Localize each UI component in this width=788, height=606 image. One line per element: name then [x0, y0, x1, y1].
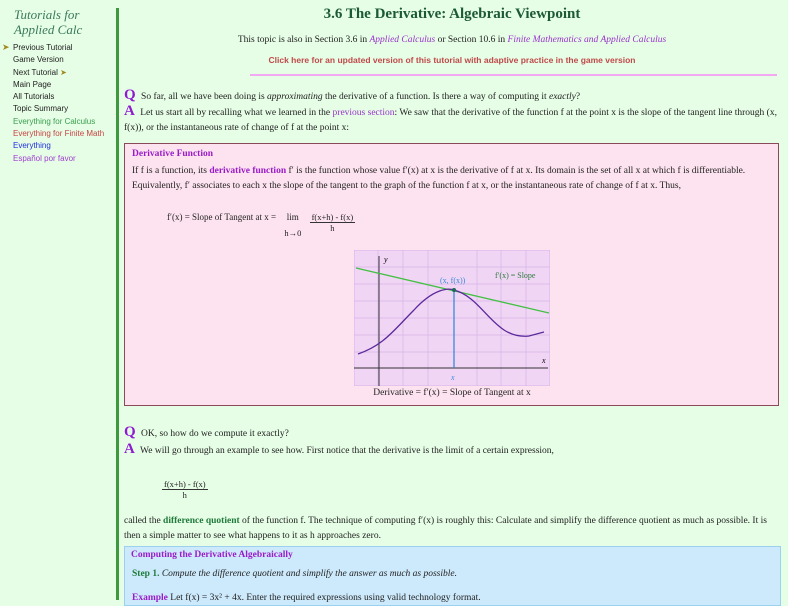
- sidebar-item-label: Español por favor: [13, 153, 76, 163]
- section-info-text: or Section 10.6 in: [435, 35, 508, 45]
- text: If f is a function, its: [132, 166, 210, 176]
- answer-1: [124, 104, 779, 136]
- text: exactly: [549, 92, 576, 102]
- updated-version-link[interactable]: Click here for an updated version of this tutorial with adaptive practice in the game version: [268, 55, 636, 65]
- denominator: h: [330, 223, 335, 233]
- sidebar-item-label: Main Page: [13, 79, 52, 89]
- sidebar-title-line2: Applied Calc: [14, 22, 83, 37]
- box-heading: Derivative Function: [132, 149, 214, 159]
- sidebar-title: [14, 7, 82, 37]
- text: OK, so how do we compute it exactly?: [138, 429, 289, 439]
- computing-derivative-box: [124, 546, 781, 606]
- lim: lim: [286, 212, 299, 222]
- sidebar-item-everything[interactable]: [13, 140, 104, 152]
- sidebar-item-label: Everything: [13, 141, 51, 151]
- text: So far, all we have been doing is: [138, 92, 268, 102]
- sidebar-item-game-version[interactable]: [13, 54, 104, 66]
- step-label: Step 1.: [132, 569, 160, 579]
- text: ?: [575, 92, 581, 102]
- section-info-text: This topic is also in Section 3.6 in: [237, 35, 370, 45]
- difference-quotient-term: difference quotient: [163, 516, 240, 526]
- q-marker: Q: [124, 87, 136, 103]
- sidebar-item-everything-for-finite-math[interactable]: [13, 128, 104, 140]
- sidebar-item-main-page[interactable]: [13, 79, 104, 91]
- derivative-function-box: [124, 143, 779, 406]
- sidebar-item-label: Everything for Finite Math: [13, 129, 105, 139]
- sidebar-item-label: All Tutorials: [13, 92, 55, 102]
- sidebar-item-label: Game Version: [13, 55, 64, 65]
- tangent-graph: [354, 250, 550, 386]
- sidebar-item-next-tutorial[interactable]: [13, 67, 104, 79]
- text: the derivative of a function. Is there a way of computing it: [322, 92, 549, 102]
- difference-quotient-paragraph: [124, 514, 782, 544]
- applied-calculus-link[interactable]: Applied Calculus: [369, 35, 436, 45]
- definition-text: [132, 164, 772, 194]
- arrow-left-icon: ➤: [2, 42, 10, 52]
- step-text: Compute the difference quotient and simplify the answer as much as possible.: [159, 569, 457, 579]
- question-2: [124, 425, 779, 442]
- tangent-label: f′(x) = Slope: [495, 271, 536, 280]
- text: : We saw that the derivative of the function f at the point x is the slope of the tangent line through (x, f(x)), or the instantaneous rate of change of f at the point x:: [124, 108, 777, 133]
- example-text: Let f(x) = 3x² + 4x. Enter the required expressions using valid technology format.: [167, 593, 481, 603]
- tangent-point: [452, 288, 456, 292]
- a-marker: A: [124, 103, 135, 119]
- box-heading: Computing the Derivative Algebraically: [131, 550, 293, 560]
- text: approximating: [267, 92, 323, 102]
- question-1: [124, 88, 779, 105]
- denominator: h: [182, 490, 187, 500]
- sidebar-item-label: Topic Summary: [13, 104, 69, 114]
- a-marker: A: [124, 441, 135, 457]
- text: of the function f. The technique of computing f′(x) is roughly this: Calculate and simplify the difference quotient as much as possible. It is then a simple matter to see what happens to it as h approaches zero.: [124, 516, 767, 541]
- sidebar-item-everything-for-calculus[interactable]: [13, 116, 104, 128]
- sidebar-item-espa-ol-por-favor[interactable]: [13, 153, 104, 165]
- sidebar-item-label: Next Tutorial: [13, 67, 58, 77]
- sidebar-title-line1: Tutorials for: [14, 7, 80, 22]
- sidebar-item-all-tutorials[interactable]: [13, 91, 104, 103]
- y-axis-label: y: [384, 255, 388, 264]
- point-label: (x, f(x)): [440, 276, 466, 285]
- example: [132, 593, 481, 603]
- page-title: 3.6 The Derivative: Algebraic Viewpoint: [323, 6, 581, 22]
- numerator: f(x+h) - f(x): [164, 479, 206, 489]
- sidebar-item-label: Everything for Calculus: [13, 116, 96, 126]
- text: We will go through an example to see how. First notice that the derivative is the limit of a certain expression,: [137, 446, 554, 456]
- x-axis-label: x: [542, 356, 546, 365]
- derivative-formula: [167, 212, 355, 244]
- text: f′ is the function whose value f′(x) at x is the derivative of f at x. Its domain is the set of all x at which f is differentiable. Equivalently, f′ associates to each x the slope of the tangent to the graph of the function f at x, or the instantaneous rate of change of f at x. Thus,: [132, 166, 746, 191]
- difference-quotient-formula: [162, 479, 208, 500]
- derivative-function-term: derivative function: [209, 166, 287, 176]
- sidebar-divider: [116, 8, 119, 600]
- step-1: [132, 569, 457, 579]
- arrow-right-icon: ➤: [57, 67, 67, 77]
- sidebar-item-label: Previous Tutorial: [13, 43, 73, 52]
- sidebar-nav: [13, 42, 104, 165]
- previous-section-link[interactable]: previous section: [332, 108, 395, 118]
- finite-math-link[interactable]: Finite Mathematics and Applied Calculus: [507, 35, 667, 45]
- sidebar-item-topic-summary[interactable]: [13, 103, 104, 115]
- graph-caption: Derivative = f′(x) = Slope of Tangent at x: [373, 388, 531, 398]
- lim-subscript: h→0: [284, 228, 302, 238]
- section-info: [122, 35, 782, 45]
- q-marker: Q: [124, 424, 136, 440]
- formula-lhs: f′(x) = Slope of Tangent at x =: [167, 212, 277, 222]
- x-tick-label: x: [451, 373, 455, 382]
- divider: [250, 74, 777, 76]
- answer-2: [124, 442, 779, 459]
- text: Let us start all by recalling what we learned in the: [137, 108, 333, 118]
- numerator: f(x+h) - f(x): [311, 212, 354, 222]
- sidebar-item-previous-tutorial[interactable]: [13, 42, 104, 54]
- example-label: Example: [132, 593, 168, 603]
- text: called the: [124, 516, 164, 526]
